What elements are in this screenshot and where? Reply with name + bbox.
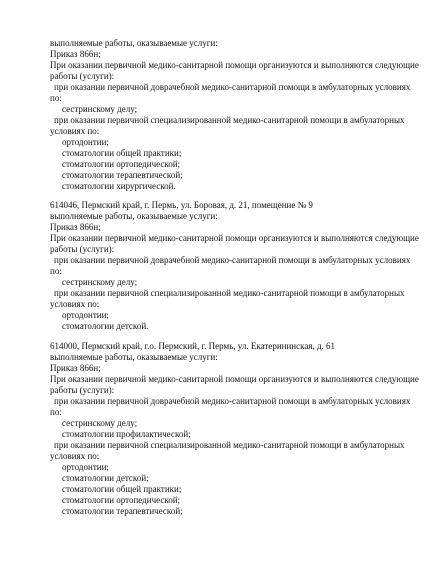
text-line: условиях по: — [50, 126, 100, 136]
address-line: 614046, Пермский край, г. Пермь, ул. Боровая, д. 21, помещение № 9 — [50, 200, 313, 210]
text-line: Приказ 866н; — [50, 363, 101, 373]
text-line: сестринскому делу; — [62, 418, 138, 428]
text-line: стоматологии ортопедической; — [62, 495, 181, 505]
text-line: При оказании первичной медико-санитарной помощи организуются и выполняются следующие — [50, 374, 419, 384]
text-line: стоматологии общей практики; — [62, 148, 182, 158]
text-line: стоматологии ортопедической; — [62, 159, 181, 169]
text-line: ортодонтии; — [62, 310, 109, 320]
text-line: сестринскому делу; — [62, 277, 138, 287]
text-line: работы (услуги): — [50, 244, 115, 254]
text-line: выполняемые работы, оказываемые услуги: — [50, 211, 218, 221]
text-line: работы (услуги): — [50, 71, 115, 81]
text-line: Приказ 866н; — [50, 222, 101, 232]
text-line: ортодонтии; — [62, 462, 109, 472]
text-line: по: — [50, 266, 62, 276]
text-line: стоматологии терапевтической; — [62, 170, 183, 180]
text-line: стоматологии терапевтической; — [62, 506, 183, 516]
text-line: При оказании первичной медико-санитарной помощи организуются и выполняются следующие — [50, 233, 419, 243]
text-line: стоматологии детской. — [62, 321, 149, 331]
text-line: стоматологии профилактической; — [62, 429, 191, 439]
text-line: условиях по: — [50, 299, 100, 309]
text-line: стоматологии общей практики; — [62, 484, 182, 494]
text-line: выполняемые работы, оказываемые услуги: — [50, 352, 218, 362]
text-line: ортодонтии; — [62, 137, 109, 147]
text-line: при оказании первичной специализированной медико-санитарной помощи в амбулаторных — [54, 440, 405, 450]
text-line: по: — [50, 93, 62, 103]
text-line: при оказании первичной доврачебной медико-санитарной помощи в амбулаторных условиях — [54, 82, 411, 92]
text-line: по: — [50, 407, 62, 417]
text-line: при оказании первичной доврачебной медико-санитарной помощи в амбулаторных условиях — [54, 396, 411, 406]
text-line: при оказании первичной специализированной медико-санитарной помощи в амбулаторных — [54, 115, 405, 125]
text-line: Приказ 866н; — [50, 49, 101, 59]
text-line: работы (услуги): — [50, 385, 115, 395]
text-line: условиях по: — [50, 451, 100, 461]
address-line: 614000, Пермский край, г.о. Пермский, г. Пермь, ул. Екатерининская, д. 61 — [50, 341, 336, 351]
text-line: При оказании первичной медико-санитарной помощи организуются и выполняются следующие — [50, 60, 419, 70]
text-line: при оказании первичной специализированной медико-санитарной помощи в амбулаторных — [54, 288, 405, 298]
text-line: сестринскому делу; — [62, 104, 138, 114]
text-line: стоматологии детской; — [62, 473, 149, 483]
text-line: выполняемые работы, оказываемые услуги: — [50, 38, 218, 48]
text-line: при оказании первичной доврачебной медико-санитарной помощи в амбулаторных условиях — [54, 255, 411, 265]
text-line: стоматологии хирургической. — [62, 181, 176, 191]
